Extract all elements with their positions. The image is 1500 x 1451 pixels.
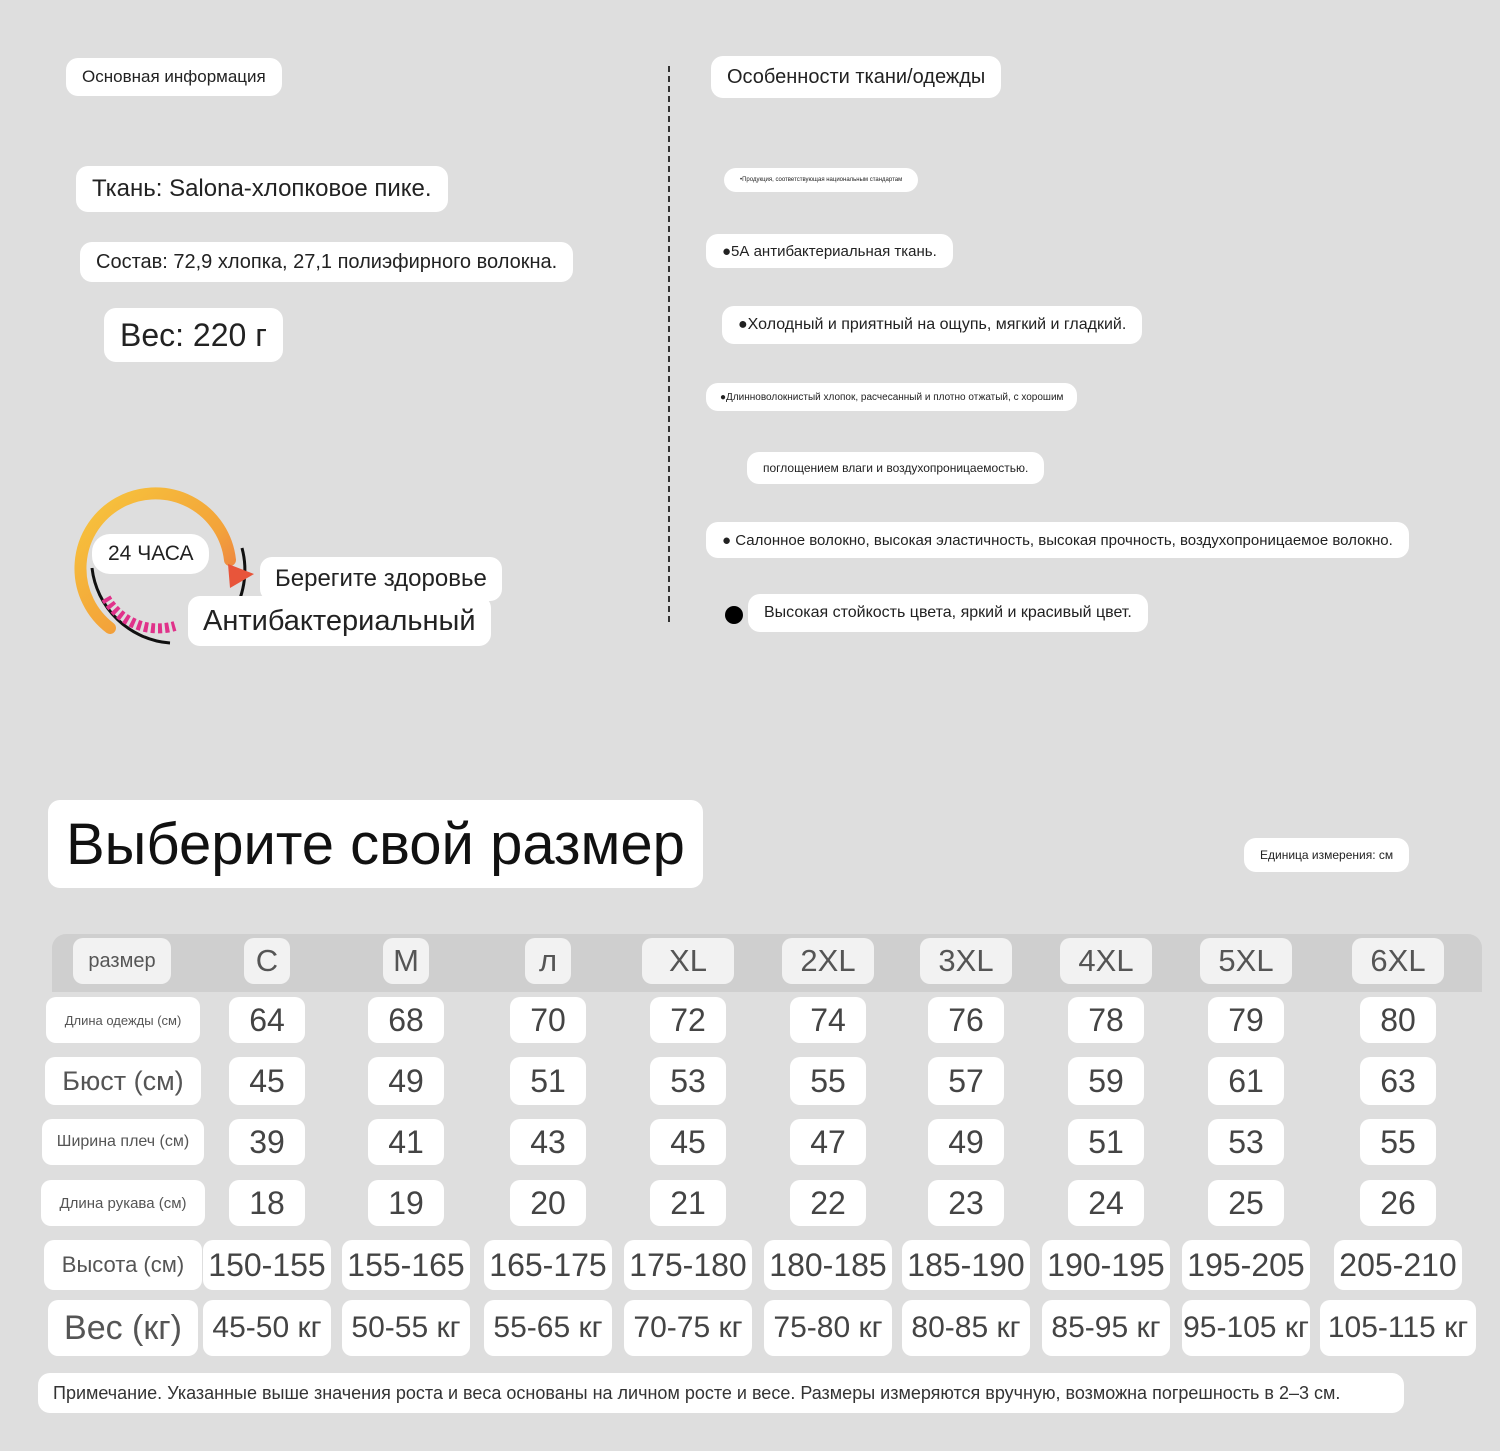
size-value-cell: 39 (229, 1119, 305, 1165)
fabric-label: Ткань: Salona-хлопковое пике. (76, 166, 448, 212)
size-column-header: 3XL (920, 938, 1012, 984)
size-value-cell: 22 (790, 1180, 866, 1226)
size-value-cell: 45 (229, 1057, 305, 1105)
size-column-header: 6XL (1352, 938, 1444, 984)
size-column-header: 4XL (1060, 938, 1152, 984)
size-value-cell: 59 (1068, 1057, 1144, 1105)
size-value-cell: 74 (790, 997, 866, 1043)
section-divider (668, 66, 670, 622)
row-label: Бюст (см) (45, 1057, 201, 1105)
size-value-cell: 61 (1208, 1057, 1284, 1105)
size-value-cell: 72 (650, 997, 726, 1043)
size-value-cell: 47 (790, 1119, 866, 1165)
size-value-cell: 185-190 (902, 1240, 1030, 1290)
size-table (40, 930, 1485, 1368)
feature-item: ●5А антибактериальная ткань. (706, 234, 953, 268)
size-value-cell: 190-195 (1042, 1240, 1170, 1290)
size-value-cell: 23 (928, 1180, 1004, 1226)
size-value-cell: 175-180 (624, 1240, 752, 1290)
feature-item: ●Длинноволокнистый хлопок, расчесанный и плотно отжатый, с хорошим (706, 383, 1077, 411)
size-value-cell: 21 (650, 1180, 726, 1226)
health-label: Берегите здоровье (260, 557, 502, 601)
feature-item: поглощением влаги и воздухопроницаемостью. (747, 452, 1044, 484)
feature-item: •Продукция, соответствующая национальным стандартам (724, 168, 918, 192)
size-value-cell: 55 (1360, 1119, 1436, 1165)
size-value-cell: 25 (1208, 1180, 1284, 1226)
size-value-cell: 68 (368, 997, 444, 1043)
size-value-cell: 195-205 (1182, 1240, 1310, 1290)
size-value-cell: 53 (1208, 1119, 1284, 1165)
size-column-header: М (383, 938, 429, 984)
size-value-cell: 70-75 кг (624, 1300, 752, 1356)
feature-item: ● Салонное волокно, высокая эластичность, высокая прочность, воздухопроницаемое волокно. (706, 522, 1409, 558)
size-value-cell: 20 (510, 1180, 586, 1226)
size-column-header: л (525, 938, 571, 984)
size-value-cell: 55 (790, 1057, 866, 1105)
size-column-header: 5XL (1200, 938, 1292, 984)
size-value-cell: 24 (1068, 1180, 1144, 1226)
size-value-cell: 105-115 кг (1320, 1300, 1476, 1356)
hours-badge: 24 ЧАСА (92, 534, 209, 574)
row-label: Высота (см) (44, 1240, 202, 1290)
size-value-cell: 165-175 (484, 1240, 612, 1290)
size-value-cell: 180-185 (764, 1240, 892, 1290)
size-value-cell: 26 (1360, 1180, 1436, 1226)
size-value-cell: 45-50 кг (203, 1300, 331, 1356)
size-value-cell: 205-210 (1334, 1240, 1462, 1290)
unit-label: Единица измерения: см (1244, 838, 1409, 872)
size-value-cell: 79 (1208, 997, 1284, 1043)
basic-info-title: Основная информация (66, 58, 282, 96)
size-value-cell: 51 (1068, 1119, 1144, 1165)
row-label: Длина одежды (см) (46, 997, 200, 1043)
bullet-dot (725, 606, 743, 624)
size-section-title: Выберите свой размер (48, 800, 703, 888)
size-value-cell: 78 (1068, 997, 1144, 1043)
size-value-cell: 63 (1360, 1057, 1436, 1105)
size-value-cell: 43 (510, 1119, 586, 1165)
feature-item: ●Холодный и приятный на ощупь, мягкий и гладкий. (722, 306, 1142, 344)
size-value-cell: 80 (1360, 997, 1436, 1043)
feature-item: Высокая стойкость цвета, яркий и красивый цвет. (748, 594, 1148, 632)
note-text: Примечание. Указанные выше значения роста и веса основаны на личном росте и весе. Размеры измеряются вручную, возможна погрешность в 2–3 см. (38, 1373, 1404, 1413)
size-table-header-label: размер (73, 938, 171, 984)
size-value-cell: 41 (368, 1119, 444, 1165)
size-value-cell: 95-105 кг (1182, 1300, 1310, 1356)
size-value-cell: 70 (510, 997, 586, 1043)
weight-label: Вес: 220 г (104, 308, 283, 362)
row-label: Длина рукава (см) (41, 1180, 205, 1226)
size-value-cell: 76 (928, 997, 1004, 1043)
size-value-cell: 53 (650, 1057, 726, 1105)
size-column-header: С (244, 938, 290, 984)
size-value-cell: 45 (650, 1119, 726, 1165)
features-title: Особенности ткани/одежды (711, 56, 1001, 98)
antibacterial-label: Антибактериальный (188, 596, 491, 646)
size-value-cell: 51 (510, 1057, 586, 1105)
composition-label: Состав: 72,9 хлопка, 27,1 полиэфирного волокна. (80, 242, 573, 282)
size-value-cell: 75-80 кг (764, 1300, 892, 1356)
size-value-cell: 49 (368, 1057, 444, 1105)
size-value-cell: 150-155 (203, 1240, 331, 1290)
size-value-cell: 19 (368, 1180, 444, 1226)
row-label: Ширина плеч (см) (42, 1119, 204, 1165)
size-value-cell: 57 (928, 1057, 1004, 1105)
size-value-cell: 18 (229, 1180, 305, 1226)
size-value-cell: 85-95 кг (1042, 1300, 1170, 1356)
size-value-cell: 64 (229, 997, 305, 1043)
size-value-cell: 155-165 (342, 1240, 470, 1290)
size-value-cell: 50-55 кг (342, 1300, 470, 1356)
row-label: Вес (кг) (48, 1300, 198, 1356)
size-column-header: XL (642, 938, 734, 984)
size-value-cell: 55-65 кг (484, 1300, 612, 1356)
size-value-cell: 80-85 кг (902, 1300, 1030, 1356)
size-value-cell: 49 (928, 1119, 1004, 1165)
size-column-header: 2XL (782, 938, 874, 984)
